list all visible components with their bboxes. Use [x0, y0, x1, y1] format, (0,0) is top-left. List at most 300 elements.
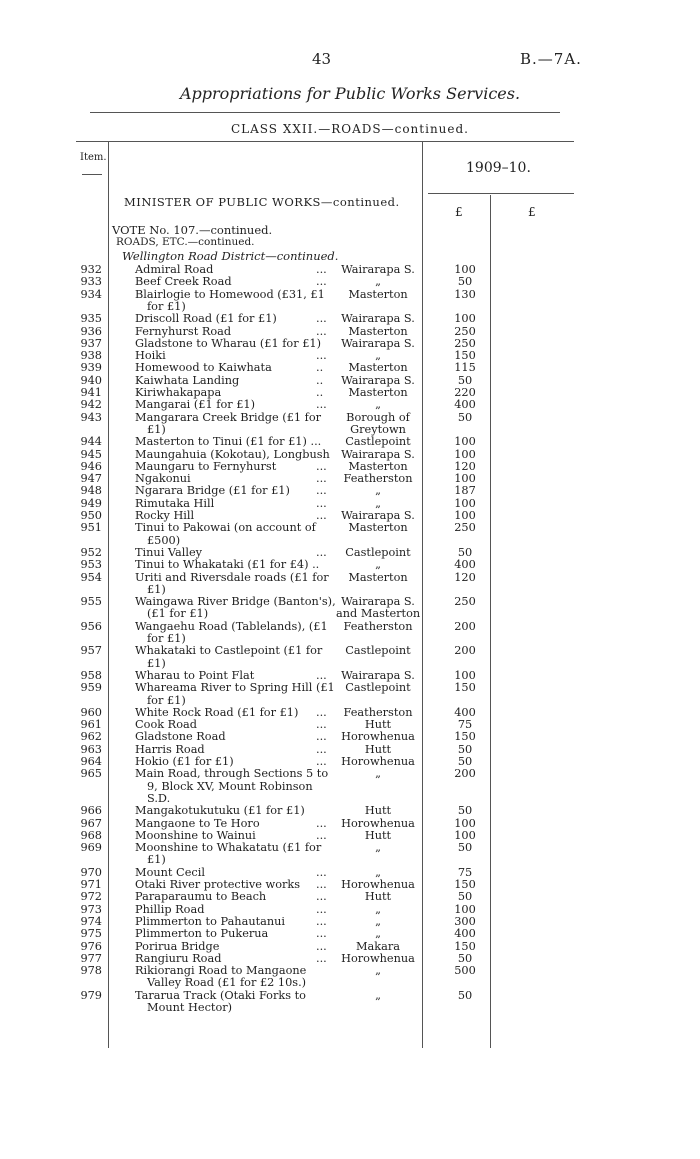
table-row	[0, 767, 700, 780]
item-description: Moonshine to Wainui	[135, 828, 256, 842]
item-amount: 150	[454, 681, 476, 695]
item-location: Hutt	[364, 890, 392, 904]
item-location: Masterton	[348, 324, 408, 338]
item-amount: 150	[454, 939, 476, 953]
leader-dots: ...	[316, 939, 327, 953]
item-description: Mangarai (£1 for £1)	[135, 398, 256, 412]
item-number: 979	[80, 988, 102, 1002]
item-amount: 115	[454, 361, 476, 375]
item-location: „	[375, 914, 381, 928]
item-location: „	[375, 927, 381, 941]
item-number: 978	[80, 964, 102, 978]
item-description: Plimmerton to Pukerua	[135, 927, 269, 941]
table-row	[0, 497, 700, 510]
item-description: Plimmerton to Pahautanui	[135, 914, 286, 928]
table-row	[0, 829, 700, 842]
item-location: Horowhenua	[341, 755, 415, 768]
item-number: 948	[80, 484, 102, 498]
leader-dots: ...	[316, 472, 327, 486]
item-description: Tinui to Whakataki (£1 for £4) ..	[135, 558, 320, 572]
item-number: 972	[80, 890, 102, 904]
item-number: 955	[80, 595, 102, 609]
item-number: 954	[80, 570, 102, 584]
table-row	[0, 484, 700, 497]
item-location: Hutt	[364, 742, 392, 756]
item-description-continued: £1)	[147, 656, 166, 670]
item-number: 945	[80, 447, 102, 461]
item-description-continued: for £1)	[147, 299, 186, 313]
item-description: Mangarara Creek Bridge (£1 for	[135, 410, 322, 424]
table-row	[0, 890, 700, 903]
item-number: 956	[80, 619, 102, 633]
item-description-continued: £1)	[147, 582, 166, 596]
leader-dots: ..	[316, 373, 324, 387]
leader-dots: ...	[316, 398, 327, 412]
table-row	[0, 349, 700, 362]
year-rule	[428, 193, 574, 194]
table-row	[0, 263, 700, 276]
item-description: Main Road, through Sections 5 to	[135, 767, 329, 781]
item-number: 964	[80, 755, 102, 768]
item-location: Hutt	[364, 828, 392, 842]
item-description: Wangaehu Road (Tablelands), (£1	[135, 619, 328, 633]
item-amount: 500	[454, 964, 476, 978]
table-row	[0, 337, 700, 350]
table-row	[0, 448, 700, 461]
item-number: 973	[80, 902, 102, 916]
table-row	[0, 398, 700, 411]
item-description: Hokio (£1 for £1)	[135, 755, 234, 768]
item-amount: 100	[454, 902, 476, 916]
item-amount: 400	[454, 927, 476, 941]
item-number: 946	[80, 459, 102, 473]
item-description: Admiral Road	[135, 263, 214, 276]
leader-dots: ...	[316, 275, 327, 289]
item-location: Featherston	[343, 619, 413, 633]
item-number: 941	[80, 386, 102, 399]
item-amount: 120	[454, 570, 476, 584]
item-amount: 100	[454, 312, 476, 326]
item-amount: 250	[454, 595, 476, 609]
item-location: Horowhenua	[341, 730, 415, 744]
item-location: „	[375, 496, 381, 510]
item-location-continued: Greytown	[350, 422, 406, 436]
item-number: 950	[80, 509, 102, 522]
item-location: Masterton	[348, 570, 408, 584]
item-location: Makara	[355, 939, 401, 953]
table-row	[0, 472, 700, 485]
item-description-continued: £1)	[147, 422, 166, 436]
minister-heading: MINISTER OF PUBLIC WORKS—continued.	[124, 195, 400, 209]
item-description: Uriti and Riversdale roads (£1 for	[135, 570, 329, 584]
item-description-continued: (£1 for £1)	[147, 607, 209, 621]
leader-dots: ...	[316, 828, 327, 842]
item-description: Blairlogie to Homewood (£31, £1	[135, 287, 325, 301]
item-location: Castlepoint	[345, 644, 411, 658]
item-description: Rikiorangi Road to Mangaone	[135, 964, 307, 978]
item-amount: 100	[454, 447, 476, 461]
item-number: 975	[80, 927, 102, 941]
item-amount: 50	[457, 410, 473, 424]
item-location: Wairarapa S.	[341, 509, 415, 522]
item-description-continued: for £1)	[147, 693, 186, 707]
leader-dots: ...	[316, 730, 327, 744]
item-column-header: Item.	[80, 152, 107, 163]
item-number: 974	[80, 914, 102, 928]
item-location: Horowhenua	[341, 816, 415, 830]
table-row	[0, 546, 700, 559]
item-description: Porirua Bridge	[135, 939, 220, 953]
item-number: 944	[80, 435, 102, 449]
table-row	[0, 386, 700, 399]
item-description-continued: for £1)	[147, 632, 186, 645]
table-row	[0, 730, 700, 743]
leader-dots: ...	[316, 865, 327, 879]
item-description: Kaiwhata Landing	[135, 373, 240, 387]
item-location: „	[375, 964, 381, 978]
item-amount: 120	[454, 459, 476, 473]
item-amount: 200	[454, 767, 476, 781]
table-row	[0, 435, 700, 448]
item-location: Castlepoint	[345, 435, 411, 449]
item-location: Castlepoint	[345, 545, 411, 559]
table-row	[0, 903, 700, 916]
item-location: Masterton	[348, 459, 408, 473]
leader-dots: ...	[316, 927, 327, 941]
item-location: Horowhenua	[341, 951, 415, 965]
leader-dots: ...	[316, 668, 327, 682]
item-description: Tinui to Pakowai (on account of	[135, 521, 316, 535]
item-location: Masterton	[348, 386, 408, 399]
item-number: 959	[80, 681, 102, 695]
leader-dots: ...	[316, 902, 327, 916]
item-number: 966	[80, 804, 102, 818]
item-location: Masterton	[348, 287, 408, 301]
item-location: „	[375, 484, 381, 498]
item-description: Rangiuru Road	[135, 951, 222, 965]
item-number: 949	[80, 496, 102, 510]
item-number: 960	[80, 705, 102, 719]
leader-dots: ...	[316, 349, 327, 363]
item-location: Hutt	[364, 804, 392, 818]
item-number: 935	[80, 312, 102, 326]
leader-dots: ...	[316, 509, 327, 522]
item-description: Harris Road	[135, 742, 205, 756]
item-number: 965	[80, 767, 102, 781]
vote-heading: VOTE No. 107.—continued.	[112, 223, 273, 237]
item-description-continued: £500)	[147, 533, 181, 547]
table-row	[0, 275, 700, 288]
item-location: „	[375, 558, 381, 572]
district-heading: Wellington Road District—continued.	[122, 249, 339, 263]
item-description-continued: S.D.	[147, 791, 171, 805]
item-amount: 300	[454, 914, 476, 928]
table-row	[0, 460, 700, 473]
leader-dots: ...	[316, 755, 327, 768]
page-title: Appropriations for Public Works Services.	[179, 84, 521, 103]
table-row	[0, 804, 700, 817]
table-row	[0, 288, 700, 301]
item-description: Whakataki to Castlepoint (£1 for	[135, 644, 323, 658]
item-amount: 100	[454, 816, 476, 830]
leader-dots: ...	[316, 718, 327, 732]
table-row	[0, 940, 700, 953]
leader-dots: ...	[316, 816, 327, 830]
item-description: Homewood to Kaiwhata	[135, 361, 272, 375]
table-row	[0, 743, 700, 756]
item-number: 951	[80, 521, 102, 535]
leader-dots: ...	[316, 705, 327, 719]
item-description: Tararua Track (Otaki Forks to	[135, 988, 306, 1002]
item-location: „	[375, 275, 381, 289]
item-amount: 50	[457, 545, 473, 559]
table-row	[0, 571, 700, 584]
table-row	[0, 620, 700, 633]
item-amount: 100	[454, 509, 476, 522]
item-description: Kiriwhakapapa	[135, 386, 222, 399]
item-location: Wairarapa S.	[341, 595, 415, 609]
item-number: 937	[80, 336, 102, 350]
leader-dots: ...	[316, 878, 327, 891]
item-location: Wairarapa S.	[341, 447, 415, 461]
table-row	[0, 718, 700, 731]
item-location: „	[375, 349, 381, 363]
table-row	[0, 374, 700, 387]
table-row	[0, 644, 700, 657]
item-description: Mangakotukutuku (£1 for £1)	[135, 804, 305, 818]
page-number: 43	[312, 50, 332, 68]
item-amount: 400	[454, 398, 476, 412]
item-description: Masterton to Tinui (£1 for £1) ...	[135, 435, 322, 449]
item-number: 932	[80, 263, 102, 276]
item-description: Rimutaka Hill	[135, 496, 215, 510]
table-row	[0, 312, 700, 325]
item-amount: 50	[457, 988, 473, 1002]
item-description: Hoiki	[135, 349, 166, 363]
item-amount: 50	[457, 742, 473, 756]
item-location: Wairarapa S.	[341, 668, 415, 682]
item-amount: 50	[457, 373, 473, 387]
item-amount: 250	[454, 521, 476, 535]
item-description: Tinui Valley	[135, 545, 203, 559]
item-amount: 100	[454, 828, 476, 842]
item-number: 961	[80, 718, 102, 732]
item-amount: 130	[454, 287, 476, 301]
leader-dots: ...	[316, 545, 327, 559]
item-description: Phillip Road	[135, 902, 205, 916]
table-row	[0, 669, 700, 682]
item-amount: 50	[457, 755, 473, 768]
leader-dots: ...	[316, 951, 327, 965]
table-row	[0, 509, 700, 522]
item-amount: 250	[454, 336, 476, 350]
item-amount: 150	[454, 878, 476, 891]
table-row	[0, 595, 700, 608]
item-amount: 50	[457, 841, 473, 855]
year-column-header: 1909–10.	[466, 160, 531, 176]
item-description: Driscoll Road (£1 for £1)	[135, 312, 277, 326]
item-amount: 75	[457, 865, 473, 879]
item-location: „	[375, 902, 381, 916]
class-title: CLASS XXII.—ROADS—continued.	[230, 122, 469, 136]
leader-dots: ..	[316, 361, 324, 375]
item-amount: 220	[454, 386, 476, 399]
item-description: Wharau to Point Flat	[135, 668, 255, 682]
item-location: „	[375, 398, 381, 412]
table-row	[0, 681, 700, 694]
leader-dots: ...	[316, 324, 327, 338]
item-description: Waingawa River Bridge (Banton's),	[135, 595, 336, 609]
item-location: Featherston	[343, 705, 413, 719]
table-row	[0, 841, 700, 854]
table-row	[0, 964, 700, 977]
document-reference: B.—7A.	[520, 50, 582, 68]
item-description: Rocky Hill	[135, 509, 195, 522]
item-amount: 250	[454, 324, 476, 338]
item-number: 953	[80, 558, 102, 572]
item-number: 963	[80, 742, 102, 756]
item-location: „	[375, 767, 381, 781]
item-description-continued: £1)	[147, 853, 166, 867]
table-row	[0, 558, 700, 571]
item-amount: 100	[454, 263, 476, 276]
item-amount: 400	[454, 705, 476, 719]
item-location: „	[375, 865, 381, 879]
item-number: 947	[80, 472, 102, 486]
item-number: 970	[80, 865, 102, 879]
item-amount: 100	[454, 435, 476, 449]
pound-symbol-1: £	[455, 205, 463, 219]
item-number: 976	[80, 939, 102, 953]
table-row	[0, 866, 700, 879]
item-location: Wairarapa S.	[341, 312, 415, 326]
item-number: 942	[80, 398, 102, 412]
item-description: Otaki River protective works	[135, 878, 301, 891]
item-description: Maungahuia (Kokotau), Longbush	[135, 447, 330, 461]
leader-dots: ...	[316, 459, 327, 473]
item-description: Cook Road	[135, 718, 197, 732]
item-description-continued: Valley Road (£1 for £2 10s.)	[147, 976, 307, 990]
item-number: 958	[80, 668, 102, 682]
item-location: Hutt	[364, 718, 392, 732]
item-number: 962	[80, 730, 102, 744]
item-location: Masterton	[348, 361, 408, 375]
item-amount: 200	[454, 644, 476, 658]
item-location: Borough of	[346, 410, 410, 424]
item-location: Masterton	[348, 521, 408, 535]
item-location: „	[375, 841, 381, 855]
table-row	[0, 989, 700, 1002]
item-number: 968	[80, 828, 102, 842]
item-location: Wairarapa S.	[341, 373, 415, 387]
item-amount: 75	[457, 718, 473, 732]
leader-dots: ...	[316, 484, 327, 498]
title-rule	[90, 112, 560, 113]
item-amount: 150	[454, 730, 476, 744]
item-amount: 100	[454, 668, 476, 682]
item-amount: 100	[454, 472, 476, 486]
item-description: Whareama River to Spring Hill (£1	[135, 681, 335, 695]
item-description: Beef Creek Road	[135, 275, 232, 289]
item-description: Ngakonui	[135, 472, 191, 486]
item-description: Fernyhurst Road	[135, 324, 232, 338]
table-row	[0, 915, 700, 928]
item-amount: 50	[457, 804, 473, 818]
item-description: Mangaone to Te Horo	[135, 816, 260, 830]
item-number: 933	[80, 275, 102, 289]
item-description: Ngarara Bridge (£1 for £1)	[135, 484, 290, 498]
item-location: Castlepoint	[345, 681, 411, 695]
item-number: 943	[80, 410, 102, 424]
leader-dots: ...	[316, 890, 327, 904]
table-row	[0, 755, 700, 768]
item-amount: 200	[454, 619, 476, 633]
item-description: Maungaru to Fernyhurst	[135, 459, 277, 473]
item-description: Gladstone Road	[135, 730, 226, 744]
table-row	[0, 817, 700, 830]
item-number: 938	[80, 349, 102, 363]
leader-dots: ...	[316, 312, 327, 326]
item-amount: 400	[454, 558, 476, 572]
leader-dots: ...	[316, 496, 327, 510]
table-row	[0, 878, 700, 891]
item-amount: 150	[454, 349, 476, 363]
item-number: 940	[80, 373, 102, 387]
item-description: White Rock Road (£1 for £1)	[135, 705, 299, 719]
item-number: 969	[80, 841, 102, 855]
item-location: Wairarapa S.	[341, 263, 415, 276]
leader-dots: ...	[316, 914, 327, 928]
item-number: 934	[80, 287, 102, 301]
table-row	[0, 325, 700, 338]
table-row	[0, 521, 700, 534]
table-row	[0, 361, 700, 374]
leader-dots: ...	[316, 742, 327, 756]
item-number: 952	[80, 545, 102, 559]
item-description: Gladstone to Wharau (£1 for £1)	[135, 336, 321, 350]
item-description-continued: Mount Hector)	[147, 1001, 233, 1014]
item-number: 939	[80, 361, 102, 375]
item-location: „	[375, 988, 381, 1002]
item-number: 977	[80, 951, 102, 965]
item-location-continued: and Masterton	[336, 607, 421, 621]
item-number: 971	[80, 878, 102, 891]
item-description: Paraparaumu to Beach	[135, 890, 267, 904]
table-row	[0, 927, 700, 940]
item-head-rule	[82, 174, 102, 175]
item-number: 936	[80, 324, 102, 338]
header-top-rule	[76, 141, 574, 142]
item-number: 967	[80, 816, 102, 830]
item-number: 957	[80, 644, 102, 658]
item-amount: 100	[454, 496, 476, 510]
table-row	[0, 411, 700, 424]
item-amount: 50	[457, 890, 473, 904]
table-row	[0, 706, 700, 719]
table-row	[0, 952, 700, 965]
item-location: Featherston	[343, 472, 413, 486]
leader-dots: ..	[316, 386, 324, 399]
roads-heading: ROADS, ETC.—continued.	[116, 236, 255, 248]
pound-symbol-2: £	[528, 205, 536, 219]
item-location: Wairarapa S.	[341, 336, 415, 350]
item-location: Horowhenua	[341, 878, 415, 891]
item-amount: 187	[454, 484, 476, 498]
item-description-continued: 9, Block XV, Mount Robinson	[147, 779, 313, 793]
item-description: Mount Cecil	[135, 865, 205, 879]
leader-dots: ...	[316, 263, 327, 276]
item-amount: 50	[457, 951, 473, 965]
